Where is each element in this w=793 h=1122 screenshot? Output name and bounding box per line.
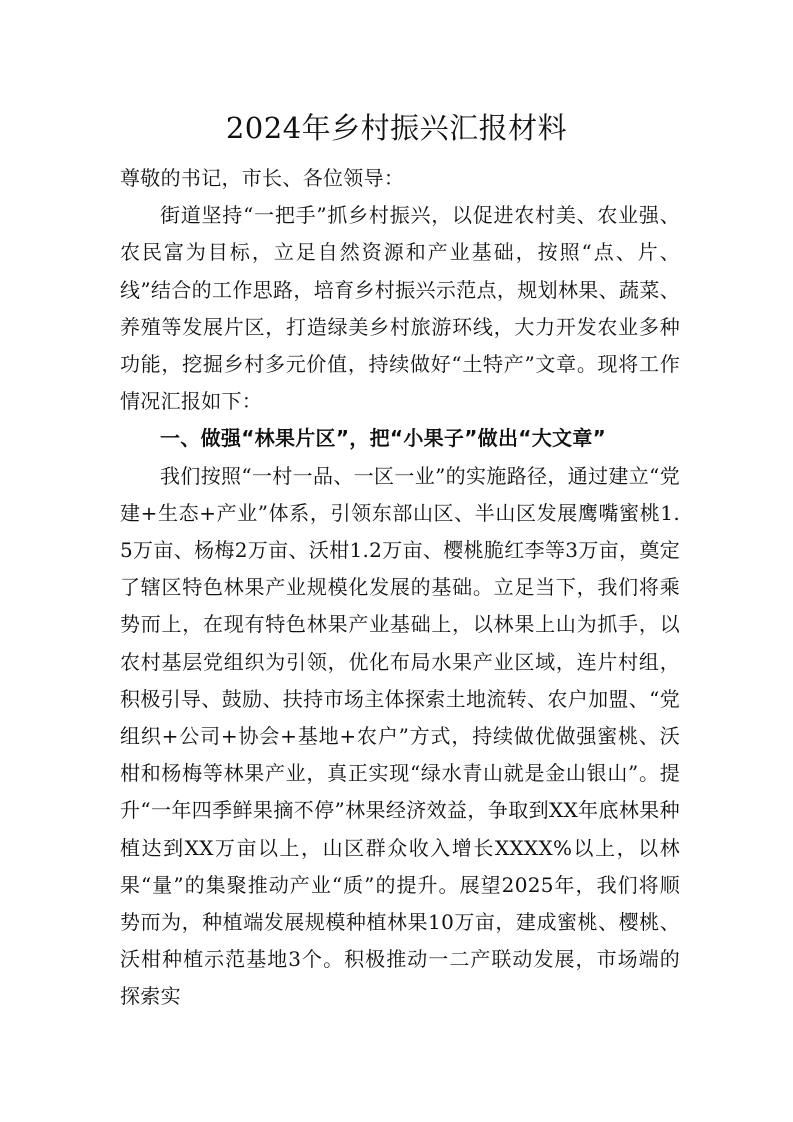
section-heading: 一、做强“林果片区”，把“小果子”做出“大文章” xyxy=(160,426,607,451)
section-paragraph: 我们按照“一村一品、一区一业”的实施路径，通过建立“党建+生态+产业”体系，引领东部山区、半山区发展鹰嘴蜜桃1.5万亩、杨梅2万亩、沃柑1.2万亩、樱桃脆红李等3万亩，奠定了辖区特色林果产业规模化发展的基础。立足当下，我们将乘势而上，在现有特色林果产业基础上，以林果上山为抓手，以农村基层党组织为引领，优化布局水果产业区域，连片村组，积极引导、鼓励、扶持市场主体探索土地流转、农户加盟、“党组织+公司+协会+基地+农户”方式，持续做优做强蜜桃、沃柑和杨梅等林果产业，真正实现“绿水青山就是金山银山”。提升“一年四季鲜果摘不停”林果经济效益，争取到XX年底林果种植达到XX万亩以上，山区群众收入增长XXXX%以上，以林果“量”的集聚推动产业“质”的提升。展望2025年，我们将顺势而为，种植端发展规模种植林果10万亩，建成蜜桃、樱桃、沃柑种植示范基地3个。积极推动一二产联动发展，市场端的探索实 xyxy=(120,463,680,1009)
intro-paragraph: 街道坚持“一把手”抓乡村振兴，以促进农村美、农业强、农民富为目标，立足自然资源和产业基础，按照“点、片、线”结合的工作思路，培育乡村振兴示范点，规划林果、蔬菜、养殖等发展片区，打造绿美乡村旅游环线，大力开发农业多种功能，挖掘乡村多元价值，持续做好“土特产”文章。现将工作情况汇报如下： xyxy=(120,203,680,414)
document-body xyxy=(120,160,680,1016)
salutation: 尊敬的书记，市长、各位领导： xyxy=(120,166,405,190)
document-title: 2024年乡村振兴汇报材料 xyxy=(225,111,568,145)
